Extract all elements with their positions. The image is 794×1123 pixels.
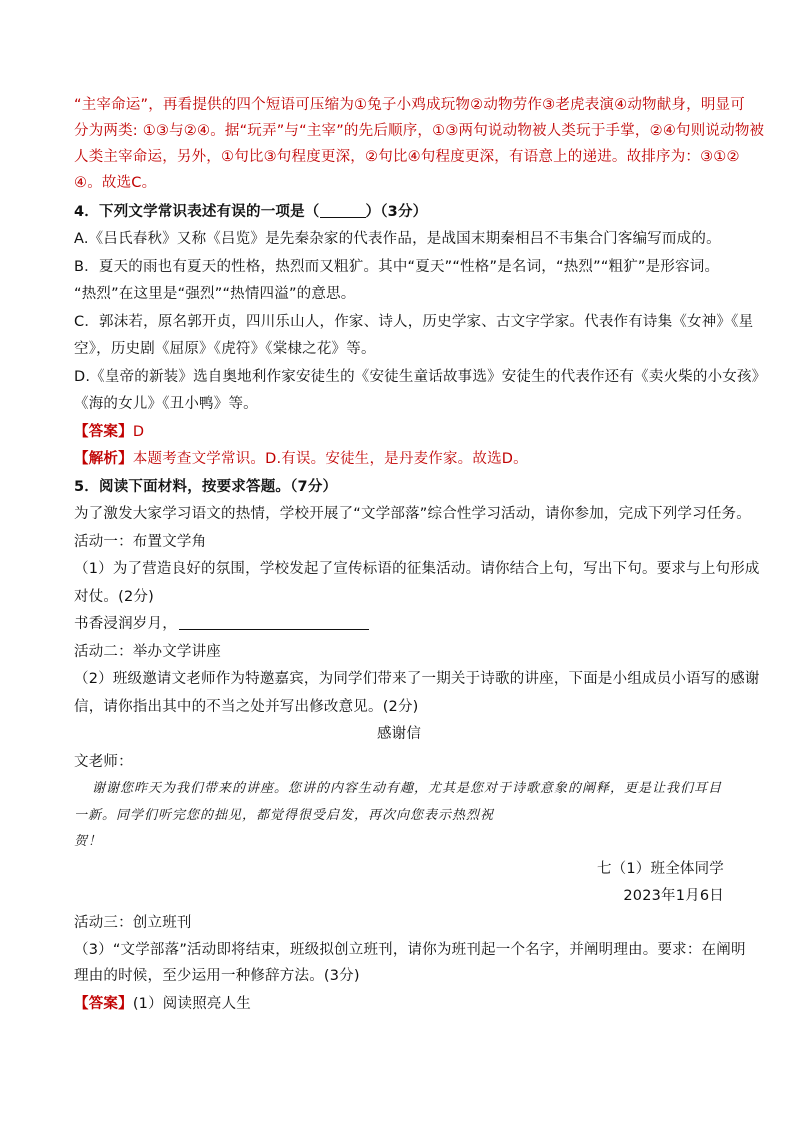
q5-couplet-first-line: 书香浸润岁月， [74,616,177,632]
q4-option-b-line-2: “热烈”在这里是“强烈”“热情四溢”的意思。 [74,286,356,302]
q4-answer-tag: 【答案】 [74,424,133,440]
letter-date: 2023年1月6日 [623,888,724,904]
q5-sub3-line-2: 理由的时候，至少运用一种修辞方法。(3分) [74,968,360,984]
q4-answer [74,419,724,445]
q4-option-c-line-1: C．郭沫若，原名郭开贞，四川乐山人，作家、诗人，历史学家、古文字学家。代表作有诗集《女神》《星 [74,314,754,330]
q4-option-d-line-1: D.《皇帝的新装》选自奥地利作家安徒生的《安徒生童话故事选》安徒生的代表作还有《卖火柴的小女孩》 [74,369,767,385]
q4-analysis [74,446,724,472]
q4-stem-b: ）（3分） [365,204,428,220]
q5-activity-1: 活动一：布置文学角 [74,534,207,550]
q5-sub3-line-1: （3）“文学部落”活动即将结束，班级拟创立班刊，请你为班刊起一个名字，并阐明理由。要求：在阐明 [74,942,746,958]
q5-sub2-line-2: 信，请你指出其中的不当之处并写出修改意见。(2分) [74,699,419,715]
q4-option-c-line-2: 空》，历史剧《屈原》《虎符》《棠棣之花》等。 [74,341,376,357]
q5-couplet-answer-blank[interactable] [179,613,369,630]
q5-answer-1: (1）阅读照亮人生 [132,996,251,1012]
q4-option-d-line-2: 《海的女儿》《丑小鸭》等。 [74,396,258,412]
letter-title: 感谢信 [376,726,422,742]
q4-option-a: A.《吕氏春秋》又称《吕览》是先秦杂家的代表作品，是战国末期秦相吕不韦集合门客编写而成的。 [74,231,721,247]
q5-intro: 为了激发大家学习语文的热情，学校开展了“文学部落”综合性学习活动，请你参加，完成下列学习任务。 [74,506,751,522]
letter-greeting: 文老师： [74,754,133,770]
q5-stem: 5．阅读下面材料，按要求答题。（7分） [74,479,338,495]
letter-body-line-1: 谢谢您昨天为我们带来的讲座。您讲的内容生动有趣，尤其是您对于诗歌意象的阐释，更是让我们耳目 [92,781,723,796]
letter-signature: 七（1）班全体同学 [596,861,724,877]
letter-body-line-3: 贺！ [74,834,103,849]
q5-sub1-line-1: （1）为了营造良好的氛围，学校发起了宣传标语的征集活动。请你结合上句，写出下句。要求与上句形成 [74,561,760,577]
q4-stem [74,199,724,225]
q4-option-b-line-1: B．夏天的雨也有夏天的性格，热烈而又粗犷。其中“夏天”“性格”是名词，“热烈”“粗犷”是形容词。 [74,259,720,275]
prev-answer-line-4: ④。故选C。 [74,175,157,191]
q4-analysis-tag: 【解析】 [74,451,133,467]
prev-answer-line-3: 人类主宰命运，另外，①句比③句程度更深，②句比④句程度更深，有语意上的递进。故排序为：③①② [74,149,740,165]
letter-body-line-2: 一新。同学们听完您的拙见，都觉得很受启发，再次向您表示热烈祝 [74,808,495,823]
q5-sub1-line-2: 对仗。(2分) [74,589,154,605]
prev-answer-line-2: 分为两类: ①③与②④。据“玩弄”与“主宰”的先后顺序，①③两句说动物被人类玩于手掌，②④句则说动物被 [74,123,765,139]
q5-answer-tag: 【答案】 [74,996,133,1012]
q5-activity-3: 活动三：创立班刊 [74,915,192,931]
q5-couplet [74,611,724,637]
q4-answer-value: D [132,424,145,440]
q4-analysis-text: 本题考查文学常识。D.有误。安徒生，是丹麦作家。故选D。 [132,451,528,467]
q5-activity-2: 活动二：举办文学讲座 [74,644,221,660]
q4-stem-a: 4．下列文学常识表述有误的一项是（ [74,204,320,220]
prev-answer-line-1: “主宰命运”，再看提供的四个短语可压缩为①兔子小鸡成玩物②动物劳作③老虎表演④动物献身，明显可 [74,97,745,113]
q4-answer-blank [320,203,366,218]
q5-sub2-line-1: （2）班级邀请文老师作为特邀嘉宾，为同学们带来了一期关于诗歌的讲座，下面是小组成员小语写的感谢 [74,671,760,687]
q5-answer [74,991,724,1017]
